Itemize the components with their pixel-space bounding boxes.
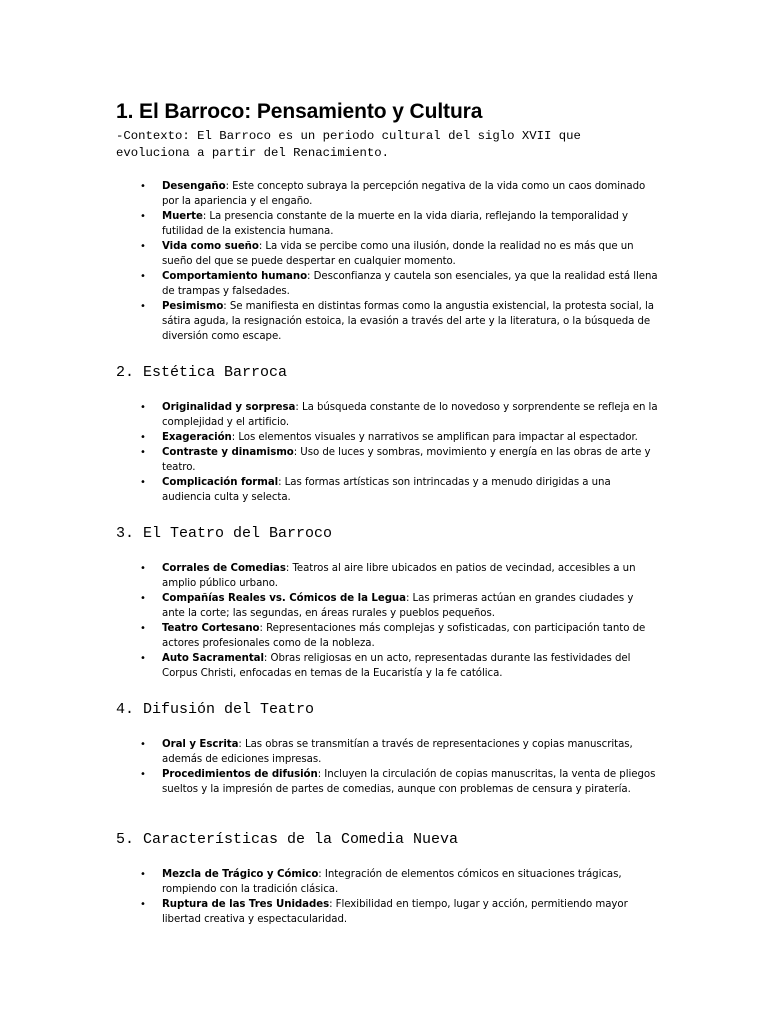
item-term: Compañías Reales vs. Cómicos de la Legua bbox=[162, 593, 406, 604]
item-term: Vida como sueño bbox=[162, 241, 259, 252]
list-item bbox=[0, 400, 658, 430]
section4-list bbox=[0, 737, 768, 797]
item-term: Comportamiento humano bbox=[162, 271, 308, 282]
item-term: Originalidad y sorpresa bbox=[162, 402, 296, 413]
list-item bbox=[0, 737, 658, 767]
item-text: : Uso de luces y sombras, movimiento y energía en las obras de arte y teatro. bbox=[162, 447, 651, 473]
item-text: : Este concepto subraya la percepción negativa de la vida como un caos dominado por la apariencia y el engaño. bbox=[162, 181, 646, 207]
item-text: : Teatros al aire libre ubicados en patios de vecindad, accesibles a un amplio público urbano. bbox=[162, 563, 636, 589]
item-text: : Las formas artísticas son intrincadas y a menudo dirigidas a una audiencia culta y selecta. bbox=[162, 477, 611, 503]
item-term: Teatro Cortesano bbox=[162, 623, 260, 634]
item-term: Mezcla de Trágico y Cómico bbox=[162, 869, 319, 880]
bullet-icon: • bbox=[140, 477, 146, 488]
item-term: Contraste y dinamismo bbox=[162, 447, 294, 458]
item-text: : La vida se percibe como una ilusión, donde la realidad no es más que un sueño del que se puede despertar en cualquier momento. bbox=[162, 241, 634, 267]
context-paragraph: -Contexto: El Barroco es un periodo cultural del siglo XVII que evoluciona a partir del Renacimiento. bbox=[116, 129, 581, 160]
section3-title: 3. El Teatro del Barroco bbox=[116, 525, 333, 542]
section5-list bbox=[0, 867, 768, 927]
item-text: : Incluyen la circulación de copias manuscritas, la venta de pliegos sueltos y la impresión de partes de comedias, aunque con problemas de censura y piratería. bbox=[162, 769, 656, 795]
list-item bbox=[0, 179, 658, 209]
item-term: Auto Sacramental bbox=[162, 653, 264, 664]
bullet-icon: • bbox=[140, 432, 146, 443]
bullet-icon: • bbox=[140, 271, 146, 282]
bullet-icon: • bbox=[140, 211, 146, 222]
list-item bbox=[0, 561, 658, 591]
list-item bbox=[0, 430, 658, 445]
item-term: Oral y Escrita bbox=[162, 739, 239, 750]
section5-title: 5. Características de la Comedia Nueva bbox=[116, 831, 459, 848]
item-text: : Obras religiosas en un acto, representadas durante las festividades del Corpus Christi, enfocadas en temas de la Eucaristía y la fe católica. bbox=[162, 653, 631, 679]
item-text: : Los elementos visuales y narrativos se amplifican para impactar al espectador. bbox=[231, 432, 638, 443]
bullet-icon: • bbox=[140, 899, 146, 910]
bullet-icon: • bbox=[140, 623, 146, 634]
item-term: Muerte bbox=[162, 211, 203, 222]
bullet-icon: • bbox=[140, 447, 146, 458]
bullet-icon: • bbox=[140, 402, 146, 413]
item-text: : Integración de elementos cómicos en situaciones trágicas, rompiendo con la tradición clásica. bbox=[162, 869, 622, 895]
item-text: : Las obras se transmitían a través de representaciones y copias manuscritas, además de ediciones impresas. bbox=[162, 739, 633, 765]
list-item bbox=[0, 445, 658, 475]
bullet-icon: • bbox=[140, 181, 146, 192]
item-text: : Desconfianza y cautela son esenciales, ya que la realidad está llena de trampas y falsedades. bbox=[162, 271, 658, 297]
item-text: : Flexibilidad en tiempo, lugar y acción, permitiendo mayor libertad creativa y espectacularidad. bbox=[162, 899, 628, 925]
bullet-icon: • bbox=[140, 653, 146, 664]
bullet-icon: • bbox=[140, 869, 146, 880]
section2-list bbox=[0, 400, 768, 505]
section2-title: 2. Estética Barroca bbox=[116, 364, 288, 381]
item-text: : Se manifiesta en distintas formas como la angustia existencial, la protesta social, la sátira aguda, la resignación estoica, la evasión a través del arte y la literatura, o la búsqueda de diversión como escape. bbox=[162, 301, 654, 342]
list-item bbox=[0, 621, 658, 651]
bullet-icon: • bbox=[140, 593, 146, 604]
bullet-icon: • bbox=[140, 301, 146, 312]
list-item bbox=[0, 651, 658, 681]
list-item bbox=[0, 867, 658, 897]
item-term: Pesimismo bbox=[162, 301, 224, 312]
list-item bbox=[0, 475, 658, 505]
list-item bbox=[0, 591, 658, 621]
item-term: Ruptura de las Tres Unidades bbox=[162, 899, 330, 910]
list-item bbox=[0, 897, 658, 927]
bullet-icon: • bbox=[140, 241, 146, 252]
list-item bbox=[0, 299, 658, 344]
item-text: : La búsqueda constante de lo novedoso y sorprendente se refleja en la complejidad y el artificio. bbox=[162, 402, 658, 428]
list-item bbox=[0, 767, 658, 797]
bullet-icon: • bbox=[140, 739, 146, 750]
bullet-icon: • bbox=[140, 769, 146, 780]
bullet-icon: • bbox=[140, 563, 146, 574]
section4-title: 4. Difusión del Teatro bbox=[116, 701, 315, 718]
section3-list bbox=[0, 561, 768, 681]
item-term: Exageración bbox=[162, 432, 232, 443]
list-item bbox=[0, 239, 658, 269]
item-text: : Las primeras actúan en grandes ciudades y ante la corte; las segundas, en áreas rurales y pueblos pequeños. bbox=[162, 593, 634, 619]
item-term: Corrales de Comedias bbox=[162, 563, 286, 574]
list-item bbox=[0, 209, 658, 239]
item-text: : La presencia constante de la muerte en la vida diaria, reflejando la temporalidad y futilidad de la existencia humana. bbox=[162, 211, 628, 237]
item-term: Complicación formal bbox=[162, 477, 279, 488]
list-item bbox=[0, 269, 658, 299]
item-term: Procedimientos de difusión bbox=[162, 769, 318, 780]
section1-list bbox=[0, 179, 768, 344]
item-text: : Representaciones más complejas y sofisticadas, con participación tanto de actores profesionales como de la nobleza. bbox=[162, 623, 646, 649]
item-term: Desengaño bbox=[162, 181, 226, 192]
page-title: 1. El Barroco: Pensamiento y Cultura bbox=[116, 100, 483, 123]
